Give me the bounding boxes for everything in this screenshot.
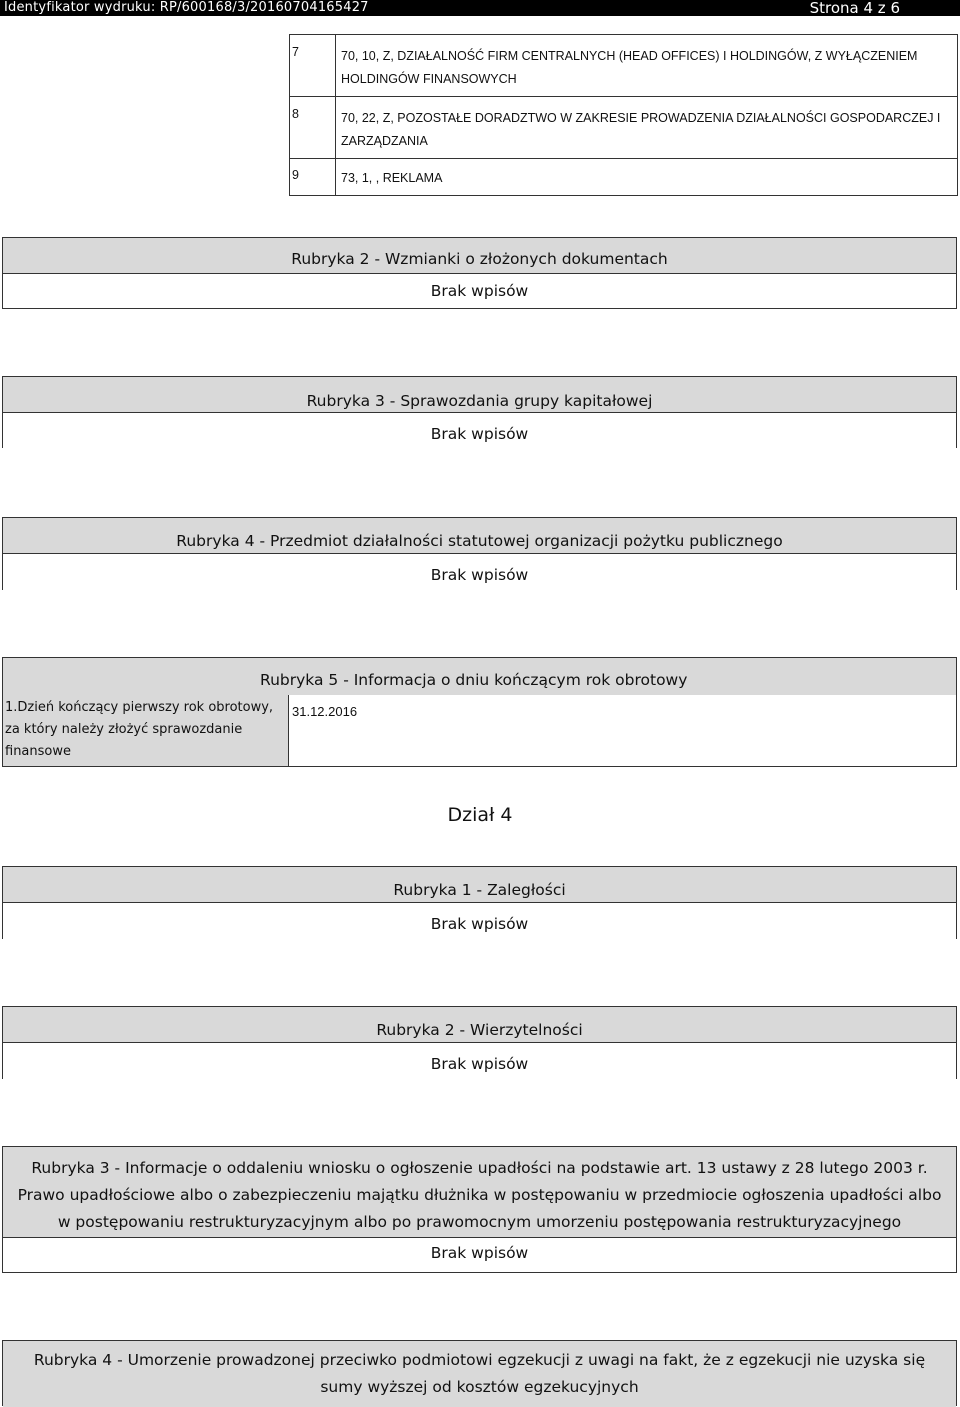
section-body: Brak wpisów [3, 274, 956, 308]
field-label: 1.Dzień kończący pierwszy rok obrotowy, za który należy złożyć sprawozdanie finansowe [3, 695, 289, 766]
section-d4-rubryka-4 [2, 1340, 957, 1406]
section-rubryka-3 [2, 376, 957, 448]
section-d4-rubryka-1 [2, 866, 957, 939]
section-title: Rubryka 5 - Informacja o dniu kończącym rok obrotowy [260, 671, 688, 689]
section-title: Rubryka 4 - Umorzenie prowadzonej przeciwko podmiotowi egzekucji z uwagi na fakt, że z egzekucji nie uzyska się sumy wyższej od kosztów egzekucyjnych [3, 1341, 956, 1407]
dzial-heading: Dział 4 [447, 804, 513, 826]
section-title: Rubryka 3 - Informacje o oddaleniu wniosku o ogłoszenie upadłości na podstawie art. 13 ustawy z 28 lutego 2003 r. Prawo upadłościowe albo o zabezpieczeniu majątku dłużnika w postępowaniu w przedmiocie ogłoszenia upadłości albo w postępowaniu restrukturyzacyjnym albo po prawomocnym umorzeniu postępowania restrukturyzacyjnego [3, 1147, 956, 1238]
activity-number: 7 [290, 35, 336, 97]
section-d4-rubryka-3 [2, 1146, 957, 1273]
section-body: Brak wpisów [3, 1043, 956, 1085]
activity-text: 70, 10, Z, DZIAŁALNOŚĆ FIRM CENTRALNYCH (HEAD OFFICES) I HOLDINGÓW, Z WYŁĄCZENIEM HOLDINGÓW FINANSOWYCH [336, 35, 958, 97]
table-row [290, 159, 958, 196]
section-rubryka-4 [2, 517, 957, 590]
table-row [290, 97, 958, 159]
field-value: 31.12.2016 [292, 704, 358, 719]
print-header [0, 0, 960, 16]
activity-table [289, 34, 958, 196]
activity-number: 8 [290, 97, 336, 159]
section-rubryka-2 [2, 237, 957, 309]
table-row [290, 35, 958, 97]
section-title: Rubryka 2 - Wzmianki o złożonych dokumentach [3, 238, 956, 274]
section-body: Brak wpisów [3, 903, 956, 945]
section-d4-rubryka-2 [2, 1006, 957, 1079]
section-title: Rubryka 4 - Przedmiot działalności statutowej organizacji pożytku publicznego [3, 518, 956, 554]
activity-text: 73, 1, , REKLAMA [336, 159, 958, 196]
section-title: Rubryka 1 - Zaległości [3, 867, 956, 903]
section-title: Rubryka 2 - Wierzytelności [3, 1007, 956, 1043]
section-body: Brak wpisów [3, 413, 956, 455]
section-rubryka-5 [2, 657, 957, 767]
activity-text: 70, 22, Z, POZOSTAŁE DORADZTWO W ZAKRESIE PROWADZENIA DZIAŁALNOŚCI GOSPODARCZEJ I ZARZĄDZANIA [336, 97, 958, 159]
print-id: Identyfikator wydruku: RP/600168/3/20160704165427 [4, 0, 369, 15]
page-number: Strona 4 z 6 [809, 0, 900, 17]
section-body: Brak wpisów [3, 554, 956, 596]
section-head [3, 658, 956, 695]
section-title: Rubryka 3 - Sprawozdania grupy kapitałowej [3, 377, 956, 413]
section-body: Brak wpisów [3, 1238, 956, 1268]
activity-number: 9 [290, 159, 336, 196]
